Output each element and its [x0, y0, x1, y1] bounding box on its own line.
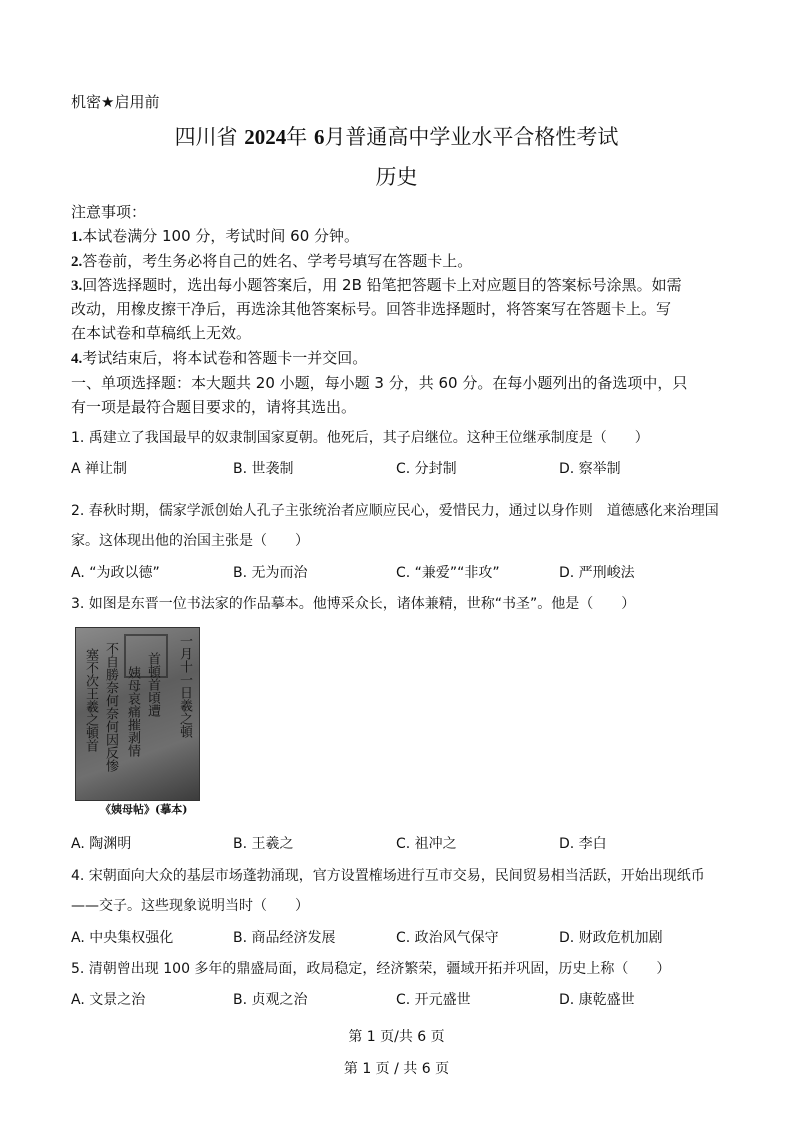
question-4-stem-line2: ——交子。这些现象说明当时（ ）	[71, 898, 309, 914]
exam-title	[0, 121, 793, 151]
title-year: 2024	[244, 125, 287, 149]
question-5-option-c: C. 开元盛世	[396, 992, 471, 1008]
question-2-option-c: C. “兼爱”“非攻”	[396, 565, 500, 581]
calligraphy-column: 一月十一日羲之頓	[177, 634, 192, 738]
question-5-option-b: B. 贞观之治	[233, 992, 308, 1008]
question-1-option-a: A 禅让制	[71, 461, 128, 477]
notes-heading: 注意事项：	[71, 203, 147, 221]
page-number-secondary: 第 1 页 / 共 6 页	[343, 1061, 450, 1077]
question-3-option-b: B. 王羲之	[233, 836, 294, 852]
question-2-option-d: D. 严刑峻法	[559, 565, 635, 581]
question-3-option-d: D. 李白	[559, 836, 607, 852]
question-3-option-a: A. 陶渊明	[71, 836, 132, 852]
question-1-option-d: D. 察举制	[559, 461, 621, 477]
section-instructions: 一、单项选择题：本大题共 20 小题，每小题 3 分，共 60 分。在每小题列出的备选项中，只	[71, 374, 688, 392]
calligraphy-column: 姨母哀痛摧剥情	[125, 666, 140, 757]
question-1-option-c: C. 分封制	[396, 461, 457, 477]
question-1-stem: 1. 禹建立了我国最早的奴隶制国家夏朝。他死后，其子启继位。这种王位继承制度是（ ）	[71, 430, 649, 446]
page-number: 第 1 页/共 6 页	[348, 1029, 445, 1045]
calligraphy-column: 首頓首頃遭	[145, 652, 160, 717]
exam-subject: 历史	[375, 165, 418, 189]
note-item-4: 4.考试结束后，将本试卷和答题卡一并交回。	[71, 349, 368, 367]
question-4-option-b: B. 商品经济发展	[233, 930, 336, 946]
calligraphy-image	[75, 627, 200, 801]
confidential-note: 机密★启用前	[71, 93, 160, 111]
note-item-3-line2: 改动，用橡皮擦干净后，再选涂其他答案标号。回答非选择题时，将答案写在答题卡上。写	[71, 300, 672, 318]
question-5-option-a: A. 文景之治	[71, 992, 146, 1008]
question-3-option-c: C. 祖冲之	[396, 836, 457, 852]
title-month: 6	[313, 125, 325, 149]
note-item-3-line3: 在本试卷和草稿纸上无效。	[71, 324, 252, 342]
question-3-stem: 3. 如图是东晋一位书法家的作品摹本。他博采众长，诸体兼精，世称“书圣”。他是（ ）	[71, 596, 636, 612]
question-2-option-a: A. “为政以德”	[71, 565, 160, 581]
section-instructions-line2: 有一项是最符合题目要求的，请将其选出。	[71, 398, 357, 416]
calligraphy-column: 塞不次王羲之頓首	[83, 648, 98, 752]
question-4-option-a: A. 中央集权强化	[71, 930, 174, 946]
note-item-3: 3.回答选择题时，选出每小题答案后，用 2B 铅笔把答题卡上对应题目的答案标号涂黑。如需	[71, 276, 682, 294]
question-5-option-d: D. 康乾盛世	[559, 992, 635, 1008]
title-rest: 月普通高中学业水平合格性考试	[324, 125, 619, 149]
question-2-stem-line2: 家。这体现出他的治国主张是（ ）	[71, 533, 309, 549]
title-year-suffix: 年	[286, 125, 308, 149]
question-2-stem: 2. 春秋时期，儒家学派创始人孔子主张统治者应顺应民心，爱惜民力，通过以身作则 道德感化来治理国	[71, 503, 719, 519]
question-4-option-c: C. 政治风气保守	[396, 930, 499, 946]
calligraphy-column: 不自勝奈何奈何因反惨	[103, 642, 118, 772]
title-province: 四川省	[174, 125, 238, 149]
note-item-1: 1.本试卷满分 100 分，考试时间 60 分钟。	[71, 227, 360, 245]
image-caption: 《姨母帖》(摹本)	[100, 803, 188, 816]
question-2-option-b: B. 无为而治	[233, 565, 308, 581]
question-5-stem: 5. 清朝曾出现 100 多年的鼎盛局面，政局稳定，经济繁荣，疆域开拓并巩固，历史上称（ ）	[71, 961, 671, 977]
question-4-option-d: D. 财政危机加剧	[559, 930, 663, 946]
question-4-stem: 4. 宋朝面向大众的基层市场蓬勃涌现，官方设置榷场进行互市交易，民间贸易相当活跃，开始出现纸币	[71, 868, 705, 884]
note-item-2: 2.答卷前，考生务必将自己的姓名、学考号填写在答题卡上。	[71, 252, 473, 270]
question-1-option-b: B. 世袭制	[233, 461, 294, 477]
